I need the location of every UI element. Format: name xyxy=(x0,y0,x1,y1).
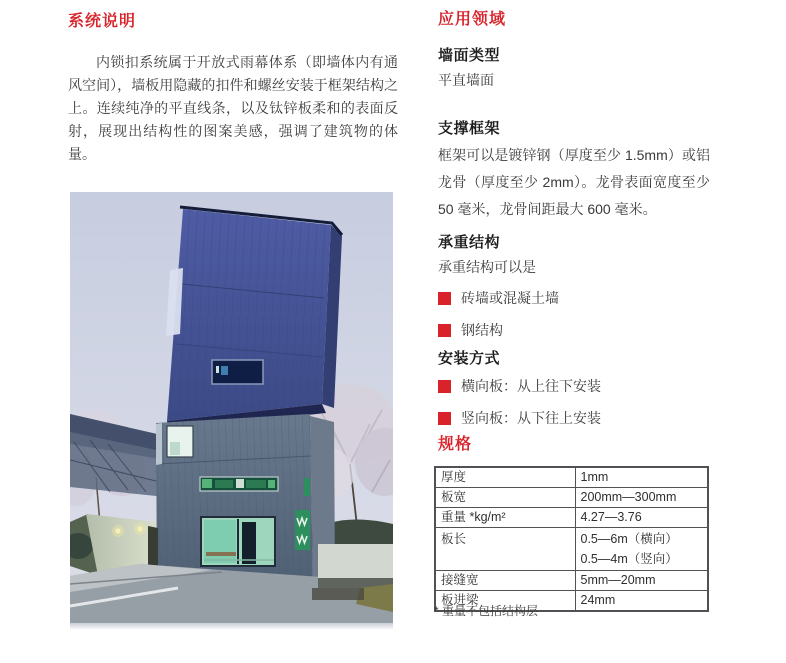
list-item: 砖墙或混凝土墙 xyxy=(438,288,710,308)
red-square-bullet-icon xyxy=(438,324,451,337)
left-column xyxy=(68,8,398,166)
section-heading-system: 系统说明 xyxy=(68,13,137,30)
spec-value: 5mm—20mm xyxy=(575,571,708,591)
list-item: 钢结构 xyxy=(438,320,710,340)
red-square-bullet-icon xyxy=(438,380,451,393)
system-description-paragraph: 内锁扣系统属于开放式雨幕体系（即墙体内有通风空间），墙板用隐藏的扣件和螺丝安装于框架结构之上。连续纯净的平直线条，以及钛锌板柔和的表面反射，展现出结构性的图案美感，强调了建筑物的体量。 xyxy=(68,54,398,162)
table-row xyxy=(435,467,708,488)
frame-title: 支撑框架 xyxy=(438,120,501,137)
wall-type-title: 墙面类型 xyxy=(438,47,501,64)
section-load-structure xyxy=(438,231,710,352)
spec-value: 24mm xyxy=(575,591,708,612)
table-row xyxy=(435,488,708,508)
spec-label: 板宽 xyxy=(435,488,575,508)
load-structure-title: 承重结构 xyxy=(438,234,501,251)
spec-label: 板进梁 xyxy=(435,591,575,612)
red-square-bullet-icon xyxy=(438,292,451,305)
section-heading-spec: 规格 xyxy=(438,436,473,453)
table-row xyxy=(435,508,708,528)
section-wall-type xyxy=(438,44,710,91)
section-heading-application: 应用领域 xyxy=(438,11,507,28)
load-structure-intro: 承重结构可以是 xyxy=(438,259,536,275)
wall-type-body: 平直墙面 xyxy=(438,72,494,88)
list-item: 竖向板：从下往上安装 xyxy=(438,408,710,428)
section-installation xyxy=(438,347,710,440)
spec-label: 板长 xyxy=(435,528,575,571)
spec-value: 4.27—3.76 xyxy=(575,508,708,528)
spec-label: 厚度 xyxy=(435,467,575,488)
spec-label: 重量 *kg/m² xyxy=(435,508,575,528)
red-square-bullet-icon xyxy=(438,412,451,425)
spec-value: 1mm xyxy=(575,467,708,488)
table-row xyxy=(435,528,708,571)
spec-label: 接缝宽 xyxy=(435,571,575,591)
building-photo-art xyxy=(70,192,393,623)
building-photo xyxy=(70,192,393,623)
table-footnote: * 重量不包括结构层 xyxy=(434,604,539,618)
spec-table xyxy=(434,466,709,612)
section-frame xyxy=(438,117,710,223)
installation-title: 安装方式 xyxy=(438,350,501,367)
frame-body: 框架可以是镀锌钢（厚度至少 1.5mm）或铝龙骨（厚度至少 2mm）。龙骨表面宽度至少 50 毫米，龙骨间距最大 600 毫米。 xyxy=(438,147,710,217)
spec-value: 200mm—300mm xyxy=(575,488,708,508)
table-row xyxy=(435,571,708,591)
list-item: 横向板：从上往下安装 xyxy=(438,376,710,396)
spec-value: 0.5—6m（横向） 0.5—4m（竖向） xyxy=(575,528,708,571)
photo-shadow xyxy=(70,623,393,630)
